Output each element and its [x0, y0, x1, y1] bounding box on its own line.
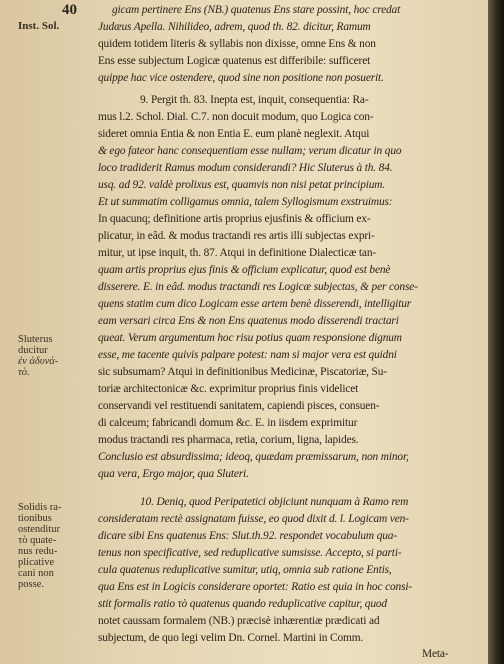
- text-line: quidem totidem literis & syllabis non dixisse, omne Ens & non: [98, 38, 376, 50]
- text-line: usq. ad 92. valdè prolixus est, quamvis non nisi petat principium.: [98, 179, 386, 191]
- text-line: qua Ens est in Logicis considerare oportet: Ratio est quia in hoc consi-: [98, 581, 413, 593]
- text-line: stit formalis ratio τὸ quatenus quando reduplicative capitur, quod: [98, 598, 387, 610]
- text-line: quam artis proprius ejus finis & officium explicatur, quod est benè: [98, 264, 391, 276]
- text-line: consideratam rectè assignatam fuisse, eo quod dixit d. l. Logicam ven-: [98, 513, 409, 525]
- text-line: queat. Verum argumentum hoc risu potius quam responsione dignum: [98, 332, 402, 344]
- text-line: disserere. E. in eâd. modus tractandi res Logicæ subjectas, & per conse-: [98, 281, 418, 293]
- margin-note-line: τὸ quate-: [18, 535, 57, 546]
- margin-note-line: Solidis ra-: [18, 502, 62, 513]
- text-line: In quacunq; definitione artis proprius ejusfinis & officium ex-: [98, 213, 371, 225]
- margin-note-line: cani non: [18, 568, 54, 579]
- text-line: Et ut summatim colligamus omnia, talem Syllogismum exstruimus:: [98, 196, 393, 208]
- text-line: di calceum; fabricandi domum &c. E. in iisdem exprimitur: [98, 417, 358, 429]
- margin-note-solidis: [18, 502, 96, 590]
- text-line: conservandi vel restituendi sanitatem, capiendi pisces, consuen-: [98, 400, 380, 412]
- text-line: quens statim cum dico Logicam esse artem benè disserendi, intelligitur: [98, 298, 412, 310]
- text-line: quippe hac vice ostendere, quod sine non positione non posuerit.: [98, 72, 384, 84]
- margin-note-line: Sluterus: [18, 334, 53, 345]
- text-line: qua vera, Ergo major, qua Sluteri.: [98, 468, 249, 480]
- text-line: plicatur, in eâd. & modus tractandi res artis illi subjectas expri-: [98, 230, 375, 242]
- text-line: esse, me tacente quivis palpare potest: nam si major vera est quidni: [98, 349, 397, 361]
- margin-note-line: plicative: [18, 557, 55, 568]
- text-line: dicare sibi Ens quatenus Ens: Slut.th.92. respondet vocabulum qua-: [98, 530, 397, 542]
- running-head: Inst. Sol.: [18, 20, 60, 32]
- text-line: 9. Pergit th. 83. Inepta est, inquit, consequentia: Ra-: [140, 94, 369, 106]
- text-line: gicam pertinere Ens (NB.) quatenus Ens stare possint, hoc credat: [112, 4, 401, 16]
- text-line: Judæus Apella. Nihilideo, adrem, quod th. 82. dicitur, Ramum: [98, 21, 371, 33]
- book-binding-edge: [488, 0, 504, 664]
- text-line: 10. Deniq, quod Peripatetici objiciunt nunquam à Ramo rem: [140, 496, 409, 508]
- text-line: cula quatenus reduplicative sumitur, utiq, omnia sub ratione Entis,: [98, 564, 392, 576]
- text-line: modus tractandi res pharmaca, retia, corium, ligna, lapides.: [98, 434, 359, 446]
- text-line: sic subsumam? Atqui in definitionibus Medicinæ, Piscatoriæ, Su-: [98, 366, 387, 378]
- text-line: tenus non specificative, sed reduplicative sumsisse. Accepto, si parti-: [98, 547, 402, 559]
- text-line: notet caussam formalem (NB.) præcisè inhærentiæ prædicati ad: [98, 615, 380, 627]
- margin-note-line: ἐν ἀδυνά-: [18, 356, 59, 367]
- text-line: loco tradiderit Ramus modum considerandi? Hic Sluterus à th. 84.: [98, 162, 393, 174]
- margin-note-line: tionibus: [18, 513, 52, 524]
- text-line: mitur, ut ipse inquit, th. 87. Atqui in definitione Dialecticæ tan-: [98, 247, 377, 259]
- margin-note-sluterus: [18, 334, 96, 378]
- text-line: Ens esse subjectum Logicæ quatenus est differibile: sufficeret: [98, 55, 371, 67]
- text-line: sideret omnia Entia & non Entia E. eum planè neglexit. Atqui: [98, 128, 370, 140]
- margin-note-line: ostenditur: [18, 524, 60, 535]
- catchword: Meta-: [422, 648, 449, 660]
- text-line: Conclusio est absurdissima; ideoq, quædam præmissarum, non minor,: [98, 451, 409, 463]
- margin-note-line: nus redu-: [18, 546, 58, 557]
- text-line: subjectum, de quo legi velim Dn. Cornel. Martini in Comm.: [98, 632, 364, 644]
- text-line: eam versari circa Ens & non Ens quatenus modo disserendi tractari: [98, 315, 399, 327]
- page-number: 40: [62, 2, 77, 18]
- margin-note-line: ducitur: [18, 345, 48, 356]
- text-line: mus l.2. Schol. Dial. C.7. non docuit modum, quo Logica con-: [98, 111, 374, 123]
- text-line: toriæ architectonicæ &c. exprimitur proprius finis videlicet: [98, 383, 359, 395]
- margin-note-line: τὸ.: [18, 367, 30, 378]
- margin-note-line: posse.: [18, 579, 44, 590]
- text-line: & ego fateor hanc consequentiam esse nullam; verum dicatur in quo: [98, 145, 402, 157]
